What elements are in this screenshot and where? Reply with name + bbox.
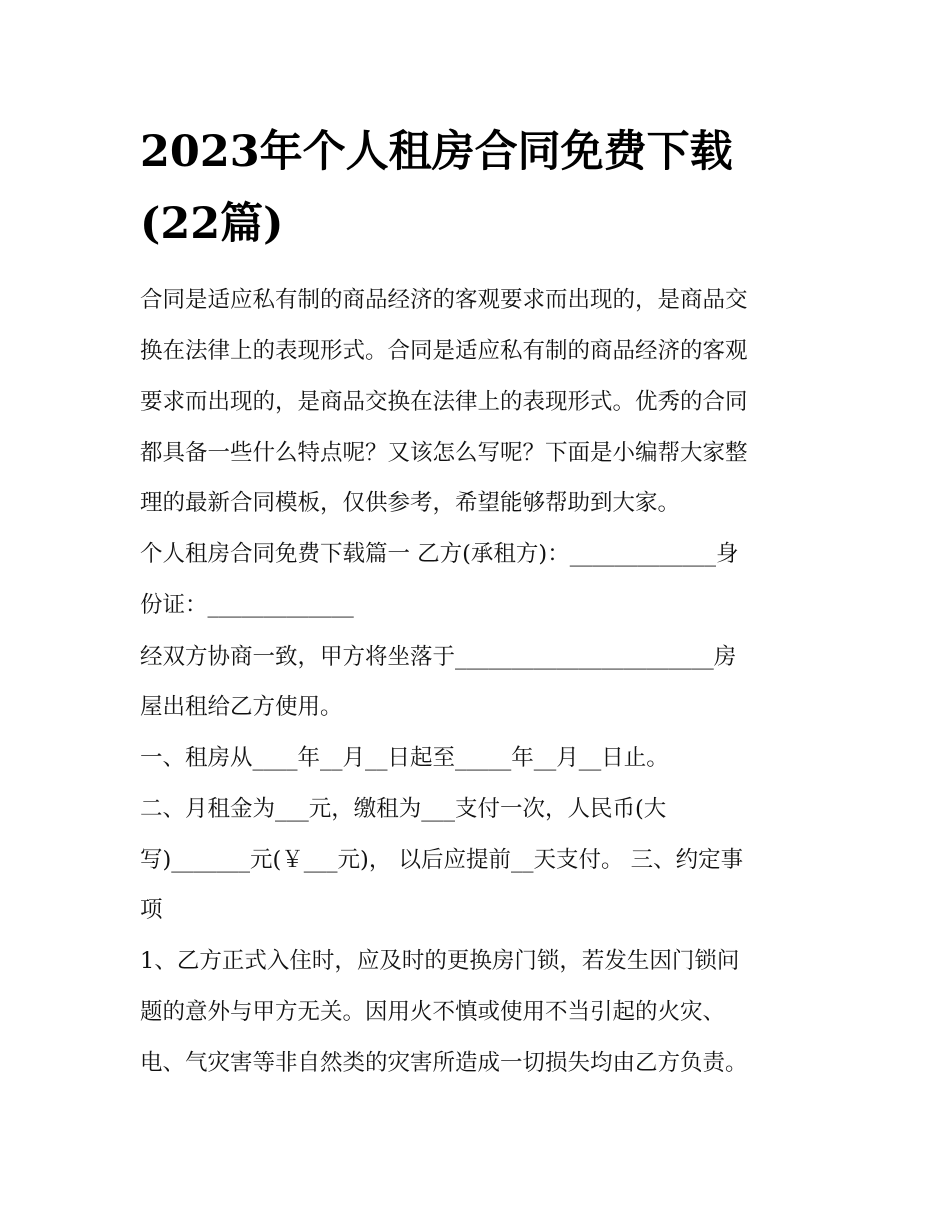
item-1-line-2: 题的意外与甲方无关。因用火不慎或使用不当引起的火灾、 [140, 999, 726, 1025]
clause-1-lease-term: 一、租房从____年__月__日起至_____年__月__日止。 [140, 745, 669, 771]
document-title [140, 116, 820, 260]
id-card-line: 份证：_____________ [140, 592, 354, 618]
property-location-line: 经双方协商一致，甲方将坐落于_______________________房 [140, 644, 737, 670]
item-1-line-1: 1、乙方正式入住时，应及时的更换房门锁，若发生因门锁问 [140, 948, 740, 974]
intro-line-4: 都具备一些什么特点呢？又该怎么写呢？下面是小编帮大家整 [140, 440, 748, 466]
item-1-line-3: 电、气灾害等非自然类的灾害所造成一切损失均由乙方负责。 [140, 1050, 748, 1076]
section-heading-line: 个人租房合同免费下载篇一 乙方(承租方)：_____________身 [140, 541, 739, 567]
clause-2-rent-line-1: 二、月租金为___元，缴租为___支付一次，人民币(大 [140, 796, 667, 822]
property-usage-line: 屋出租给乙方使用。 [140, 694, 343, 720]
clause-3-heading-end: 项 [140, 897, 163, 923]
intro-line-2: 换在法律上的表现形式。合同是适应私有制的商品经济的客观 [140, 338, 748, 364]
title-line-2: (22篇) [140, 199, 284, 249]
title-line-1: 2023年个人租房合同免费下载 [140, 127, 733, 177]
intro-line-5: 理的最新合同模板，仅供参考，希望能够帮助到大家。 [140, 490, 681, 516]
clause-2-rent-line-2: 写)_______元(￥___元)， 以后应提前__天支付。 三、约定事 [140, 847, 744, 873]
intro-line-3: 要求而出现的，是商品交换在法律上的表现形式。优秀的合同 [140, 389, 748, 415]
intro-line-1: 合同是适应私有制的商品经济的客观要求而出现的，是商品交 [140, 287, 748, 313]
